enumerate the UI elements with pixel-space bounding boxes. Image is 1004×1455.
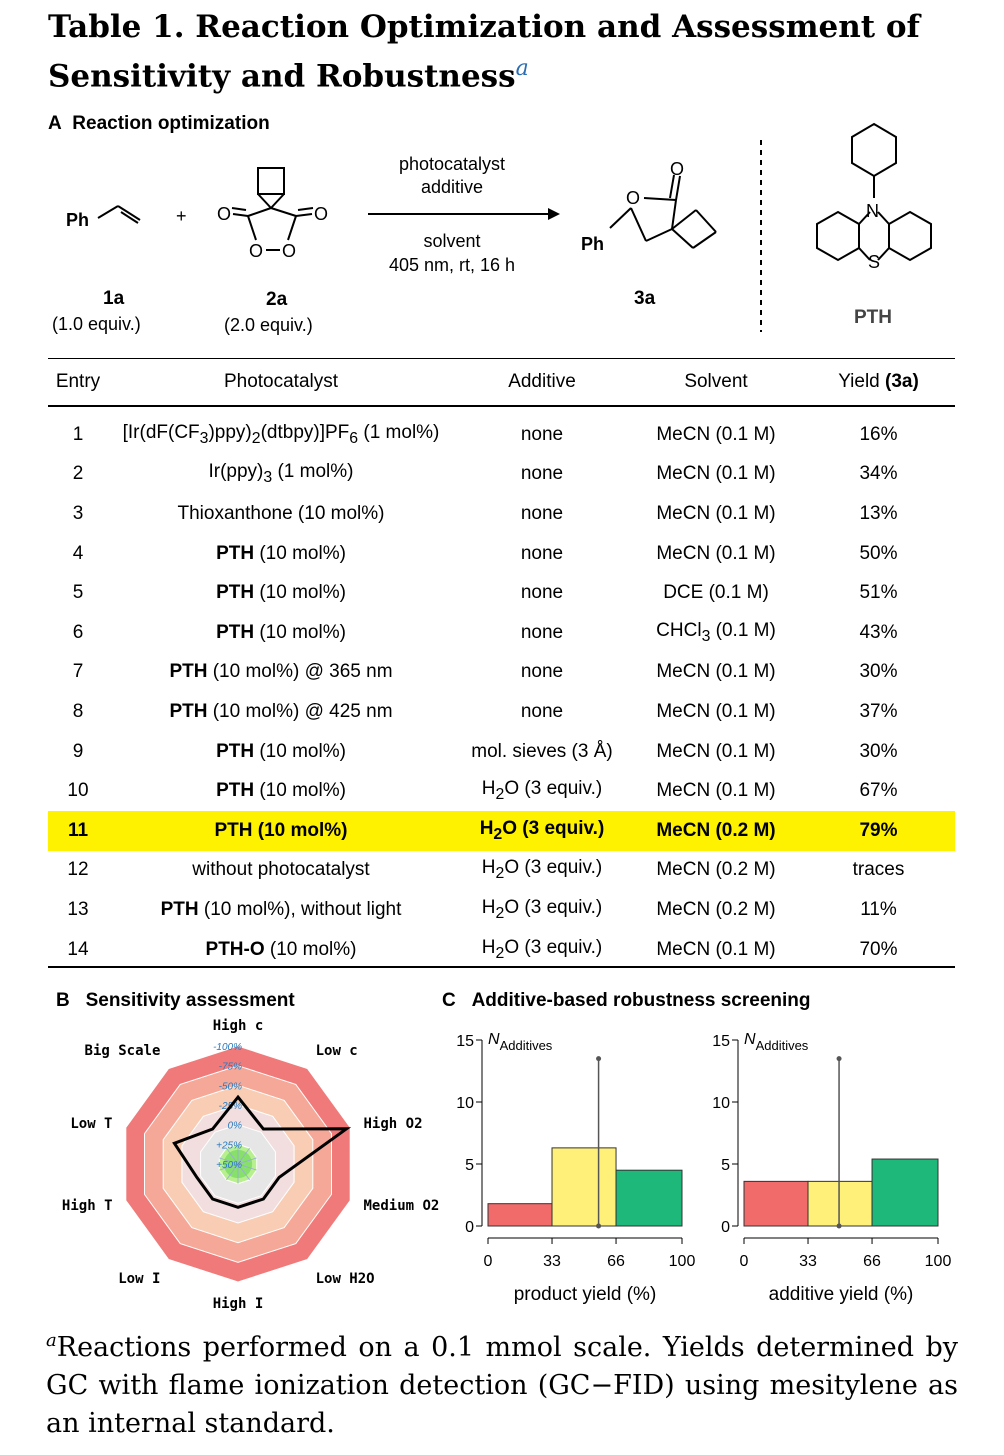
footnote-mark-a: a: [46, 1330, 57, 1351]
cell-photocatalyst: PTH (10 mol%): [216, 780, 346, 802]
reaction-arrowhead: [548, 208, 560, 220]
ph-label-1a: Ph: [66, 210, 90, 230]
cell-entry: 14: [67, 938, 89, 960]
header-yield-compound: (3a): [885, 371, 919, 392]
cell-additive: $H_2O$ (3 equiv.): [481, 857, 603, 883]
cell-entry: 13: [67, 898, 89, 920]
x-axis-label: additive yield (%): [768, 1284, 914, 1305]
cell-yield: 67%: [859, 780, 898, 802]
cell-additive: $H_2O$ (3 equiv.): [481, 936, 603, 962]
cell-entry: 12: [67, 859, 89, 881]
cell-entry: 4: [72, 542, 84, 564]
atom-o-3a-carbonyl: O: [670, 159, 685, 179]
panel-b-label: [56, 990, 295, 1012]
radar-scale-label: -50%: [218, 1081, 242, 1093]
arrow-condition-solvent: solvent: [423, 231, 481, 251]
cell-entry: 9: [72, 740, 84, 762]
y-tick-label: 10: [712, 1095, 730, 1112]
cell-photocatalyst: PTH (10 mol%): [216, 740, 346, 762]
cell-additive: $H_2O$ (3 equiv.): [481, 897, 603, 922]
cell-entry: 3: [72, 502, 84, 524]
radar-axis-label: Low c: [315, 1043, 358, 1060]
arrow-condition-light: 405 nm, rt, 16 h: [388, 255, 516, 275]
panel-a-title: Reaction optimization: [72, 113, 270, 134]
cell-yield: 11%: [860, 898, 897, 920]
table-footnote: [46, 1322, 958, 1443]
header-photocatalyst: Photocatalyst: [108, 359, 454, 407]
radar-scale-label: -25%: [218, 1101, 242, 1112]
cell-entry: 2: [72, 463, 84, 485]
pth-label: PTH: [854, 307, 892, 328]
cell-yield: 34%: [859, 463, 898, 485]
cell-yield: 43%: [859, 621, 898, 643]
styrene-structure: [98, 206, 140, 223]
reaction-scheme: [48, 140, 958, 355]
cell-solvent: MeCN (0.1 M): [656, 780, 776, 802]
cell-entry: 5: [72, 582, 84, 604]
table-row: [48, 613, 955, 653]
cell-yield: 70%: [859, 938, 898, 960]
reagent-2a-equiv: (2.0 equiv.): [224, 315, 313, 335]
cell-additive: none: [520, 502, 564, 524]
histogram-bar: [808, 1181, 872, 1226]
y-tick-label: 15: [456, 1033, 474, 1050]
range-bottom-marker: [596, 1224, 601, 1229]
sensitivity-radar-chart: [48, 1018, 440, 1312]
y-tick-label: 0: [721, 1219, 730, 1236]
cell-additive: none: [520, 661, 564, 683]
cell-solvent: DCE (0.1 M): [663, 582, 769, 604]
pth-atom-s: S: [868, 252, 881, 272]
cell-photocatalyst: PTH (10 mol%): [216, 582, 346, 604]
radar-axis-label: Low T: [70, 1116, 113, 1133]
table-caption: [48, 6, 968, 97]
header-yield: [802, 359, 955, 407]
radar-axis-label: High T: [61, 1197, 113, 1214]
cell-additive: none: [520, 582, 564, 604]
radar-axis-label: Big Scale: [84, 1043, 161, 1060]
table-row: [48, 455, 955, 495]
table-row: [48, 930, 955, 970]
pth-structure: [817, 124, 931, 260]
x-axis-label: product yield (%): [513, 1284, 657, 1305]
cell-photocatalyst: PTH (10 mol%) @ 365 nm: [169, 661, 393, 683]
panel-a-letter: A: [48, 113, 62, 134]
cell-additive: $H_2O$ (3 equiv.): [454, 811, 630, 851]
x-tick-label: 33: [543, 1253, 561, 1270]
atom-o-2a-peroxide-2: O: [282, 241, 297, 261]
table-row: [48, 811, 955, 851]
pth-atom-n: N: [866, 201, 879, 221]
table-row: [48, 573, 955, 613]
cell-additive: none: [520, 423, 564, 445]
cell-solvent: MeCN (0.2 M): [656, 898, 776, 920]
y-tick-label: 10: [456, 1095, 474, 1112]
cell-photocatalyst: without photocatalyst: [192, 859, 370, 881]
panel-b-title: Sensitivity assessment: [85, 990, 295, 1011]
cell-photocatalyst: PTH (10 mol%) @ 425 nm: [169, 700, 393, 722]
cell-yield: 13%: [859, 502, 898, 524]
radar-scale-label: -100%: [213, 1042, 242, 1053]
histogram-bar: [872, 1159, 938, 1226]
histogram-bar: [616, 1170, 682, 1226]
x-tick-label: 0: [483, 1253, 493, 1270]
header-solvent: Solvent: [630, 359, 802, 407]
cell-yield: 30%: [859, 740, 898, 762]
cell-additive: none: [520, 463, 564, 485]
footnote-mark: a: [515, 56, 529, 81]
cell-entry: 10: [67, 780, 89, 802]
arrow-condition-photocatalyst: photocatalyst: [398, 154, 506, 174]
histogram-bar: [744, 1181, 808, 1226]
cell-yield: 30%: [859, 661, 898, 683]
caption-title-text: Table 1. Reaction Optimization and Assessment of Sensitivity and Robustness: [48, 9, 920, 95]
table-row: [48, 851, 955, 891]
atom-o-2a-left: O: [217, 204, 232, 224]
radar-axis-label: High I: [212, 1296, 264, 1312]
header-additive: Additive: [454, 359, 630, 407]
radar-axis-label: High c: [212, 1018, 264, 1034]
table-header-row: [48, 359, 955, 407]
cell-photocatalyst: PTH (10 mol%): [108, 811, 454, 851]
radar-scale-label: 0%: [227, 1120, 242, 1132]
cell-solvent: MeCN (0.2 M): [656, 859, 776, 881]
footnote-text: Reactions performed on a 0.1 mmol scale. Yields determined by GC with flame ionization detection (GC−FID) using mesitylene as an internal standard.: [46, 1332, 958, 1439]
table-row: [48, 771, 955, 811]
cell-entry: 8: [72, 700, 84, 722]
ph-label-3a: Ph: [581, 234, 605, 254]
cell-photocatalyst: PTH (10 mol%), without light: [160, 898, 402, 920]
panel-b-letter: B: [56, 990, 70, 1011]
table-row: [48, 494, 955, 534]
optimization-table: [48, 358, 955, 969]
y-tick-label: 15: [712, 1033, 730, 1050]
cell-photocatalyst: PTH (10 mol%): [216, 621, 346, 643]
table-row: [48, 406, 955, 455]
radar-axis-label: Low I: [118, 1270, 161, 1287]
table-bottom-rule: [48, 966, 955, 968]
arrow-condition-additive: additive: [420, 177, 484, 197]
product-3a-structure: [610, 175, 716, 248]
cell-photocatalyst: PTH-O (10 mol%): [205, 938, 357, 960]
radar-axis-label: High O2: [363, 1116, 423, 1133]
table-body: [48, 406, 955, 969]
cell-solvent: MeCN (0.2 M): [630, 811, 802, 851]
header-entry: Entry: [48, 359, 108, 407]
y-tick-label: 5: [721, 1157, 730, 1174]
panel-a-label: [48, 113, 270, 135]
x-tick-label: 33: [799, 1253, 817, 1270]
atom-o-2a-right: O: [314, 204, 329, 224]
x-tick-label: 66: [863, 1253, 881, 1270]
atom-o-3a-ring: O: [626, 188, 641, 208]
histogram-bar: [488, 1204, 552, 1226]
x-tick-label: 100: [668, 1253, 696, 1270]
cell-photocatalyst: PTH (10 mol%): [216, 542, 346, 564]
cell-additive: $H_2O$ (3 equiv.): [481, 778, 603, 804]
cell-entry: 1: [72, 423, 84, 445]
y-tick-label: 0: [465, 1219, 474, 1236]
table-row: [48, 732, 955, 772]
y-axis-label: $N_{Additives}$: [488, 1031, 553, 1053]
cell-solvent: MeCN (0.1 M): [656, 661, 776, 683]
panel-c-letter: C: [442, 990, 456, 1011]
cell-solvent: MeCN (0.1 M): [656, 423, 776, 445]
radar-axis-label: Low H2O: [315, 1270, 375, 1287]
plus-sign: +: [176, 206, 187, 226]
radar-axis-label: Medium O2: [363, 1197, 440, 1214]
product-3a-label: 3a: [634, 288, 656, 309]
peroxide-2a-structure: [232, 168, 313, 250]
cell-yield: 37%: [859, 700, 898, 722]
cell-photocatalyst: Thioxanthone (10 mol%): [177, 502, 385, 524]
y-tick-label: 5: [465, 1157, 474, 1174]
cell-solvent: MeCN (0.1 M): [656, 463, 776, 485]
reagent-2a-label: 2a: [266, 289, 288, 310]
panel-c-title: Additive-based robustness screening: [471, 990, 811, 1011]
cell-additive: mol. sieves (3 Å): [471, 740, 613, 762]
panel-c-label: [442, 990, 811, 1012]
radar-scale-label: +25%: [216, 1140, 242, 1152]
x-tick-label: 0: [739, 1253, 749, 1270]
atom-o-2a-peroxide-1: O: [249, 241, 264, 261]
product-yield-histogram: [436, 1022, 706, 1307]
reagent-1a-equiv: (1.0 equiv.): [52, 314, 141, 334]
cell-solvent: MeCN (0.1 M): [656, 542, 776, 564]
cell-yield: 50%: [859, 542, 898, 564]
cell-solvent: CHCl$_3$ (0.1 M): [656, 619, 776, 645]
cell-additive: none: [520, 542, 564, 564]
radar-scale-label: +50%: [216, 1160, 242, 1171]
range-bottom-marker: [837, 1224, 842, 1229]
header-yield-text: Yield: [838, 371, 880, 392]
cell-photocatalyst: $[Ir(dF(CF_3)ppy)_2(dtbpy)]PF_6$ (1 mol%): [122, 421, 440, 447]
cell-additive: none: [520, 621, 564, 643]
table-row: [48, 692, 955, 732]
cell-solvent: MeCN (0.1 M): [656, 700, 776, 722]
table-row: [48, 653, 955, 693]
cell-yield: 79%: [802, 811, 955, 851]
cell-entry: 6: [72, 621, 84, 643]
cell-entry: 11: [48, 811, 108, 851]
range-top-marker: [837, 1056, 842, 1061]
cell-solvent: MeCN (0.1 M): [656, 740, 776, 762]
reagent-1a-label: 1a: [103, 288, 125, 309]
y-axis-label: $N_{Additives}$: [744, 1031, 809, 1053]
table-row: [48, 534, 955, 574]
histogram-bar: [552, 1148, 616, 1226]
x-tick-label: 66: [607, 1253, 625, 1270]
additive-yield-histogram: [692, 1022, 962, 1307]
table-row: [48, 890, 955, 930]
range-top-marker: [596, 1056, 601, 1061]
cell-solvent: MeCN (0.1 M): [656, 938, 776, 960]
cell-yield: 16%: [859, 423, 898, 445]
cell-yield: traces: [852, 859, 905, 881]
x-tick-label: 100: [924, 1253, 952, 1270]
cell-entry: 7: [72, 661, 84, 683]
cell-solvent: MeCN (0.1 M): [656, 502, 776, 524]
cell-photocatalyst: $Ir(ppy)_3$ (1 mol%): [208, 461, 354, 487]
cell-yield: 51%: [859, 582, 898, 604]
radar-scale-label: -75%: [218, 1061, 242, 1073]
cell-additive: none: [520, 700, 564, 722]
